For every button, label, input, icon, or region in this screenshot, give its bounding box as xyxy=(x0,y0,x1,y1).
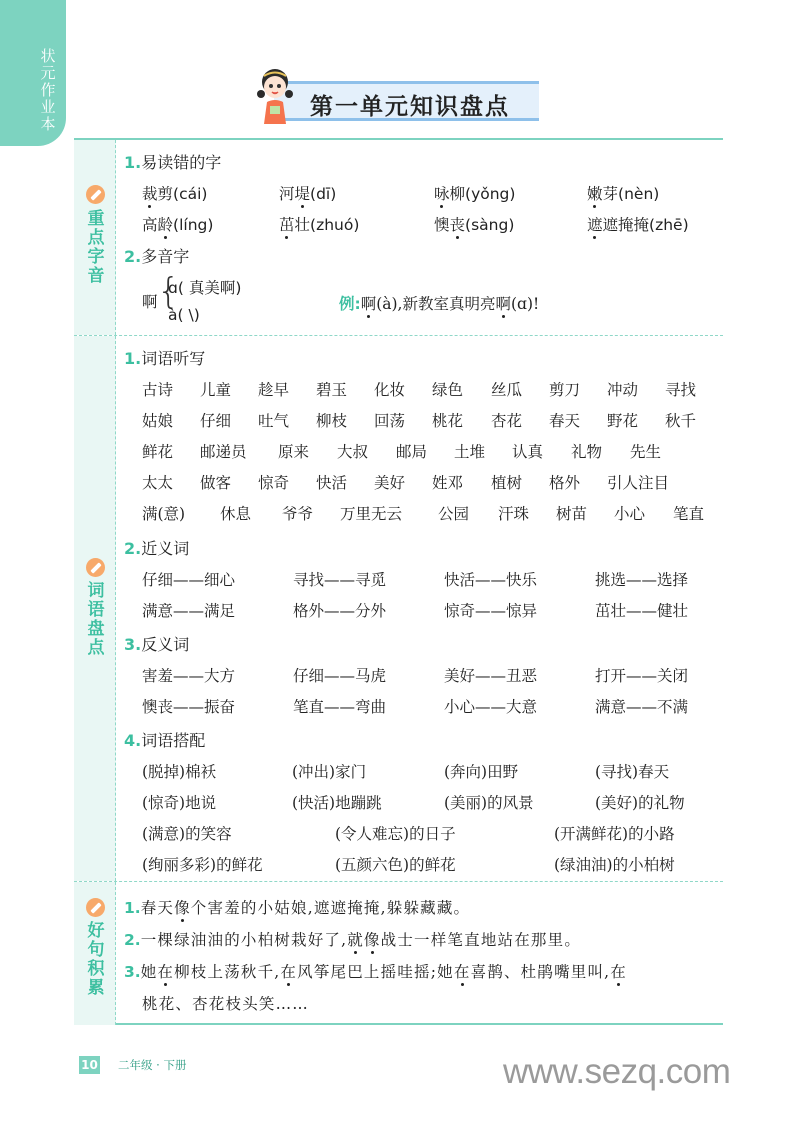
knowledge-frame xyxy=(74,138,723,1025)
subheading: 1.易读错的字 xyxy=(124,153,222,172)
brace: { xyxy=(157,271,180,312)
section-side xyxy=(74,882,116,1025)
watermark: www.sezq.com xyxy=(503,1052,731,1091)
subheading: 1.词语听写 xyxy=(124,349,206,368)
sentence-item: 3.她在柳枝上荡秋千,在风筝尾巴上摇哇摇;她在喜鹊、杜鹃嘴里叫,在 xyxy=(124,963,627,981)
page-number: 10 xyxy=(79,1056,100,1074)
pencil-icon xyxy=(86,558,105,577)
sentence-continuation: 桃花、杏花枝头笑…… xyxy=(142,995,310,1013)
section-side xyxy=(74,140,116,335)
side-tab-label: 状元作业本 xyxy=(40,47,56,133)
subheading: 3.反义词 xyxy=(124,635,190,654)
page-title: 第一单元知识盘点 xyxy=(310,94,510,120)
reading-1: ɑ( 真美啊) xyxy=(168,279,242,297)
side-tab xyxy=(0,0,66,146)
section-pronunciation: 重点字音 1.易读错的字 裁剪(cái) 河堤(dī) 咏柳(yǒng) 嫩芽(nèn) 高龄(líng) 茁壮(zhuó) 懊丧(sàng) 遮遮掩掩(zhē) 2.多音字 啊 { ɑ( 真美啊) à( \) 例:啊(à),新教室真明亮啊(ɑ)! xyxy=(74,140,723,336)
reading-2: à( \) xyxy=(168,306,200,324)
section-label: 重点字音 xyxy=(87,209,105,286)
subheading: 2.多音字 xyxy=(124,247,190,266)
pencil-icon xyxy=(86,185,105,204)
section-label: 好句积累 xyxy=(87,921,105,998)
title-area xyxy=(254,66,544,126)
title-banner xyxy=(274,81,539,121)
polyphone-char: 啊 xyxy=(142,293,158,311)
girl-mascot-icon xyxy=(254,66,296,126)
example-sentence: 例:啊(à),新教室真明亮啊(ɑ)! xyxy=(339,295,540,313)
section-side xyxy=(74,336,116,881)
sentence-item: 1.春天像个害羞的小姑娘,遮遮掩掩,躲躲藏藏。 xyxy=(124,899,471,917)
sentence-item: 2.一棵绿油油的小柏树栽好了,就像战士一样笔直地站在那里。 xyxy=(124,931,582,949)
section-label: 词语盘点 xyxy=(87,581,105,658)
section-vocabulary: 词语盘点 1.词语听写 古诗 儿童 趁早 碧玉 化妆 绿色 丝瓜 剪刀 冲动 寻找 姑娘 仔细 吐气 柳枝 回荡 桃花 杏花 春天 野花 秋千 鲜花 邮递员 原来 大叔 邮局 土堆 认真 礼物 先生 太太 做客 惊奇 快活 美好 姓邓 植树 格外 引人注目 满(意) 休息 爷爷 万里无云 公园 汗珠 树苗 小心 笔直 2.近义词 仔细——细心 寻找——寻觅 快活——快乐 挑选——选择 满意——满足 格外——分外 惊奇——惊异 茁壮——健壮 3.反义词 害羞——大方 仔细——马虎 美好——丑恶 打开——关闭 懊丧——振奋 笔直——弯曲 小心——大意 满意——不满 4.词语搭配 (脱掉)棉袄 (冲出)家门 (奔向)田野 (寻找)春天 (惊奇)地说 (快活)地蹦跳 (美丽)的风景 (美好)的礼物 (满意)的笑容 (令人难忘)的日子 (开满鲜花)的小路 (绚丽多彩)的鲜花 (五颜六色)的鲜花 (绿油油)的小柏树 xyxy=(74,336,723,882)
subheading: 4.词语搭配 xyxy=(124,731,206,750)
pencil-icon xyxy=(86,898,105,917)
subheading: 2.近义词 xyxy=(124,539,190,558)
grade-label: 二年级 · 下册 xyxy=(118,1058,187,1072)
section-sentences xyxy=(74,882,723,1025)
